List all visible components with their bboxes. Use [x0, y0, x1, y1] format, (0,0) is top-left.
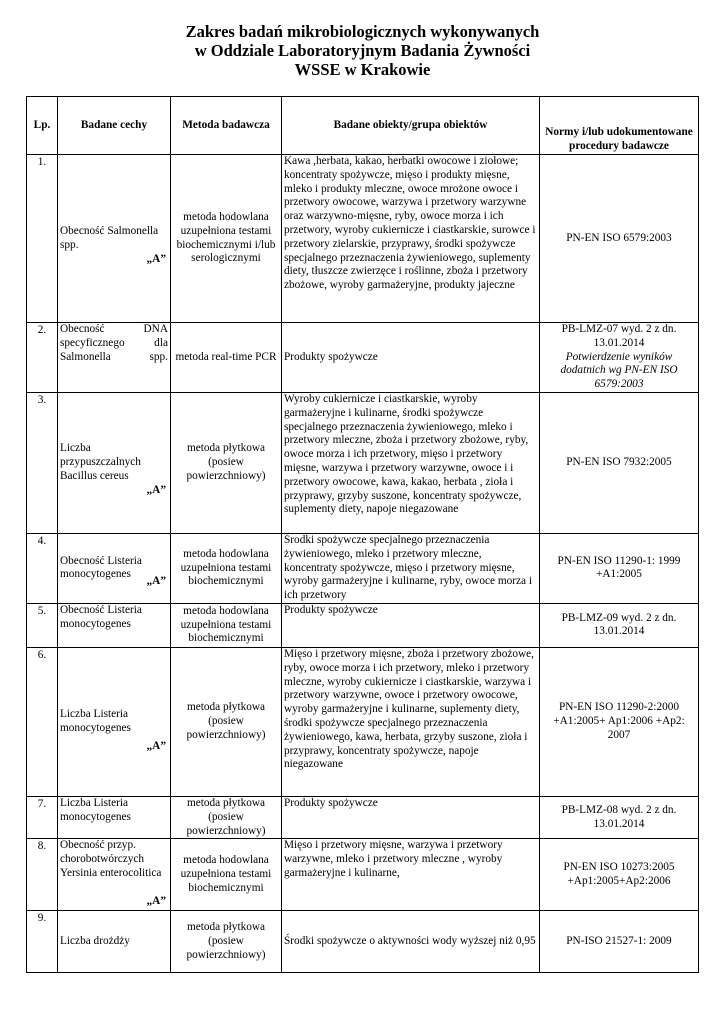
header-obiekty: Badane obiekty/grupa obiektów	[282, 97, 540, 155]
row-metoda: metoda hodowlana uzupełniona testami biochemicznymi	[171, 839, 282, 911]
row-cecha: Obecność Salmonella spp.	[60, 224, 159, 251]
title-line-1: Zakres badań mikrobiologicznych wykonywanych	[185, 22, 540, 41]
row-normy: PB-LMZ-07 wyd. 2 z dn. 13.01.2014	[561, 323, 677, 349]
table-header-row	[27, 97, 699, 155]
table-row	[27, 839, 699, 911]
row-metoda: metoda płytkowa (posiew powierzchniowy)	[171, 392, 282, 533]
row-obiekty: Środki spożywcze o aktywności wody wyższej niż 0,95	[282, 911, 540, 973]
header-cechy: Badane cechy	[58, 97, 171, 155]
row-cecha: Liczba przypuszczalnych Bacillus cereus	[60, 442, 141, 482]
table-row	[27, 155, 699, 323]
accreditation-mark: „A”	[146, 895, 166, 908]
row-lp: 1.	[27, 155, 58, 323]
row-lp: 7.	[27, 796, 58, 838]
row-obiekty: Produkty spożywcze	[282, 603, 540, 647]
table-row	[27, 911, 699, 973]
row-metoda: metoda hodowlana uzupełniona testami biochemicznymi	[171, 533, 282, 603]
row-cecha: Obecność Listeria monocytogenes	[60, 554, 142, 581]
row-lp: 5.	[27, 603, 58, 647]
row-obiekty: Wyroby cukiernicze i ciastkarskie, wyroby garmażeryjne i kulinarne, środki spożywcze specjalnego przeznaczenia żywieniowego, mleko i przetwory mleczne, zboża i przetwory zbożowe, ryby, owoce morza i ich przetwory, mięso i przetwory mięsne, warzywa i przetwory warzywne, owoce i i przetwory owocowe, kawa, kakao, herbata , zioła i przyprawy, grzyby suszone, koncentraty spożywcze, suplementy diety, napoje niegazowane	[282, 392, 540, 533]
row-cecha: Obecność Listeria monocytogenes	[58, 603, 171, 647]
title-line-2: w Oddziale Laboratoryjnym Badania Żywności	[194, 41, 531, 60]
accreditation-mark: „A”	[146, 483, 166, 496]
header-lp: Lp.	[27, 97, 58, 155]
table-row	[27, 392, 699, 533]
accreditation-mark: „A”	[146, 739, 166, 752]
table-row	[27, 647, 699, 796]
row-lp: 9.	[27, 911, 58, 973]
row-cecha-cell	[58, 647, 171, 796]
accreditation-mark: „A”	[146, 574, 166, 587]
row-metoda: metoda płytkowa (posiew powierzchniowy)	[171, 647, 282, 796]
document-title	[0, 22, 725, 79]
row-obiekty: Środki spożywcze specjalnego przeznaczenia żywieniowego, mleko i przetwory mleczne, koncentraty spożywcze, mięso i przetwory mięsne, wyroby garmażeryjne i kulinarne, ryby, owoce morza i ich przetwory	[282, 533, 540, 603]
row-metoda: metoda hodowlana uzupełniona testami biochemicznymi i/lub serologicznymi	[171, 155, 282, 323]
header-normy: Normy i/lub udokumentowane procedury badawcze	[540, 97, 699, 155]
title-line-3: WSSE w Krakowie	[294, 60, 431, 79]
row-normy: PN-EN ISO 7932:2005	[540, 392, 699, 533]
table-row	[27, 603, 699, 647]
row-cecha: Liczba Listeria monocytogenes	[58, 796, 171, 838]
row-obiekty: Mięso i przetwory mięsne, zboża i przetwory zbożowe, ryby, owoce morza i ich przetwory, mleko i przetwory mleczne, wyroby cukiernicze i ciastkarskie, warzywa i przetwory warzywne, owoce i przetwory owocowe, wyroby garmażeryjne i kulinarne, suplementy diety, środki spożywcze specjalnego przeznaczenia żywieniowego, kawa, herbata, grzyby suszone, zioła i przyprawy, koncentraty spożywcze, napoje niegazowane	[282, 647, 540, 796]
row-cecha: Obecność DNA specyficznego dla Salmonella spp.	[58, 323, 171, 393]
row-cecha-cell	[58, 839, 171, 911]
header-metoda: Metoda badawcza	[171, 97, 282, 155]
row-cecha-cell	[58, 533, 171, 603]
row-normy: PN-EN ISO 6579:2003	[540, 155, 699, 323]
row-metoda: metoda płytkowa (posiew powierzchniowy)	[171, 911, 282, 973]
row-obiekty: Produkty spożywcze	[282, 796, 540, 838]
table-row	[27, 323, 699, 393]
row-normy: PB-LMZ-08 wyd. 2 z dn. 13.01.2014	[540, 796, 699, 838]
row-obiekty: Kawa ,herbata, kakao, herbatki owocowe i ziołowe; koncentraty spożywcze, mięso i produkty mięsne, mleko i produkty mleczne, owoce mrożone owoce i przetwory owocowe, warzywa i przetwory warzywne oraz warzywno-mięsne, ryby, owoce morza i ich przetwory, wyroby cukiernicze i ciastkarskie, surowce i przetwory zielarskie, przyprawy, środki spożywcze specjalnego przeznaczenia żywieniowego, suplementy diety, tłuszcze zwierzęce i roślinne, zboża i przetwory zbożowe, wyroby garmażeryjne, produkty jajeczne	[282, 155, 540, 323]
row-obiekty: Mięso i przetwory mięsne, warzywa i przetwory warzywne, mleko i przetwory mleczne , wyroby garmażeryjne i kulinarne,	[282, 839, 540, 911]
table-row	[27, 533, 699, 603]
accreditation-mark: „A”	[146, 253, 166, 265]
row-metoda: metoda płytkowa (posiew powierzchniowy)	[171, 796, 282, 838]
row-obiekty: Produkty spożywcze	[282, 323, 540, 393]
scope-table	[26, 96, 699, 973]
row-normy-cell	[540, 323, 699, 393]
row-lp: 6.	[27, 647, 58, 796]
row-normy: PN-EN ISO 11290-1: 1999 +A1:2005	[540, 533, 699, 603]
row-lp: 8.	[27, 839, 58, 911]
row-cecha: Liczba drożdży	[58, 911, 171, 973]
row-cecha-cell	[58, 392, 171, 533]
row-metoda: metoda real-time PCR	[171, 323, 282, 393]
row-normy: PN-EN ISO 11290-2:2000 +A1:2005+ Ap1:2006 +Ap2: 2007	[540, 647, 699, 796]
row-normy: PN-ISO 21527-1: 2009	[540, 911, 699, 973]
row-normy-note: Potwierdzenie wyników dodatnich wg PN-EN ISO 6579:2003	[560, 350, 678, 391]
row-lp: 2.	[27, 323, 58, 393]
row-metoda: metoda hodowlana uzupełniona testami biochemicznymi	[171, 603, 282, 647]
row-cecha-cell	[58, 155, 171, 323]
table-row	[27, 796, 699, 838]
row-normy: PN-EN ISO 10273:2005 +Ap1:2005+Ap2:2006	[540, 839, 699, 911]
row-normy: PB-LMZ-09 wyd. 2 z dn. 13.01.2014	[540, 603, 699, 647]
row-cecha: Liczba Listeria monocytogenes	[60, 708, 131, 734]
row-lp: 4.	[27, 533, 58, 603]
row-cecha: Obecność przyp. chorobotwórczych Yersinia enterocolitica	[60, 839, 162, 879]
row-lp: 3.	[27, 392, 58, 533]
